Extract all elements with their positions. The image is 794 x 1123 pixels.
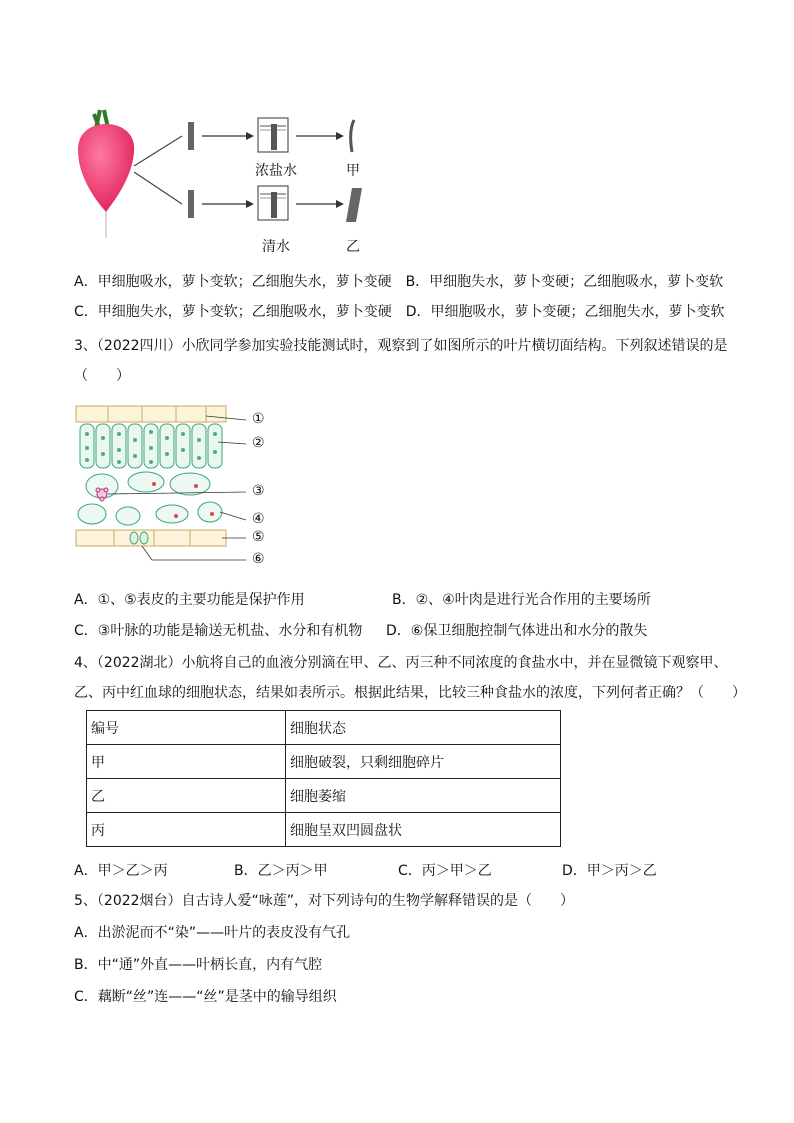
q4-option-b: B．乙＞丙＞甲 (234, 863, 328, 879)
beaker-water (258, 186, 288, 220)
q4-stem-line2: 乙、丙中红血球的细胞状态，结果如表所示。根据此结果，比较三种食盐水的浓度，下列何者正确？（ ） (74, 685, 746, 701)
table-header-cell: 编号 (87, 711, 286, 745)
q5-option-b: B．中“通”外直——叶柄长直，内有气腔 (74, 957, 323, 973)
leaf-cross-section-figure (72, 402, 282, 572)
q3-option-d: D．⑥保卫细胞控制气体进出和水分的散失 (386, 623, 648, 639)
table-header-cell: 细胞状态 (286, 711, 561, 745)
q5-stem: 5、（2022烟台）自古诗人爱“咏莲”，对下列诗句的生物学解释错误的是（ ） (74, 893, 575, 909)
table-header-row (87, 711, 561, 745)
table-cell: 乙 (87, 779, 286, 813)
result-strip-bottom (346, 188, 362, 222)
table-cell: 丙 (87, 813, 286, 847)
q3-option-b: B．②、④叶肉是进行光合作用的主要场所 (392, 592, 651, 608)
q2-option-a: A．甲细胞吸水，萝卜变软；乙细胞失水，萝卜变硬 (74, 274, 392, 290)
cell-state-table (86, 710, 561, 847)
q3-stem-line1: 3、（2022四川）小欣同学参加实验技能测试时，观察到了如图所示的叶片横切面结构。下列叙述错误的是 (74, 338, 728, 354)
q3-option-a: A．①、⑤表皮的主要功能是保护作用 (74, 592, 305, 608)
figure-label-5: ⑤ (252, 529, 265, 545)
radish-strip-top (188, 122, 194, 150)
q5-option-c: C．藕断“丝”连——“丝”是茎中的输导组织 (74, 989, 337, 1005)
q2-option-b: B．甲细胞失水，萝卜变硬；乙细胞吸水，萝卜变软 (405, 274, 724, 290)
q4-option-c: C．丙＞甲＞乙 (398, 863, 492, 879)
q2-option-c: C．甲细胞失水，萝卜变软；乙细胞吸水，萝卜变硬 (74, 304, 392, 320)
q2-option-c-d (74, 302, 725, 322)
q2-option-d: D．甲细胞吸水，萝卜变硬；乙细胞失水，萝卜变软 (405, 304, 725, 320)
beaker-strong-salt (258, 118, 288, 152)
figure-label-2: ② (252, 435, 265, 451)
table-cell: 细胞萎缩 (286, 779, 561, 813)
figure-label-1: ① (252, 411, 265, 427)
table-row (87, 813, 561, 847)
table-cell: 甲 (87, 745, 286, 779)
upper-epidermis (76, 406, 226, 422)
figure-label-6: ⑥ (252, 551, 265, 567)
table-cell: 细胞呈双凹圆盘状 (286, 813, 561, 847)
table-row (87, 745, 561, 779)
label-result-top: 甲 (346, 163, 360, 179)
q4-option-d: D．甲＞丙＞乙 (562, 863, 657, 879)
q3-option-c: C．③叶脉的功能是输送无机盐、水分和有机物 (74, 623, 363, 639)
table-cell: 细胞破裂，只剩细胞碎片 (286, 745, 561, 779)
q4-stem-line1: 4、（2022湖北）小航将自己的血液分别滴在甲、乙、丙三种不同浓度的食盐水中，并在显微镜下观察甲、 (74, 655, 728, 671)
lower-epidermis (76, 530, 226, 546)
q5-option-a: A．出淤泥而不“染”——叶片的表皮没有气孔 (74, 925, 351, 941)
label-strong-salt: 浓盐水 (255, 163, 297, 179)
q3-stem-line2: （ ） (74, 368, 130, 384)
q4-option-a: A．甲＞乙＞丙 (74, 863, 168, 879)
table-row (87, 779, 561, 813)
radish-strip-bottom (188, 190, 194, 218)
figure-label-3: ③ (252, 483, 265, 499)
radish-icon (78, 110, 134, 238)
q2-option-a-b (74, 272, 723, 292)
label-water: 清水 (262, 239, 290, 255)
radish-experiment-figure (70, 100, 380, 255)
figure-label-4: ④ (252, 511, 265, 527)
vein-icon (96, 488, 108, 501)
label-result-bottom: 乙 (346, 239, 360, 255)
result-strip-top (351, 120, 354, 152)
